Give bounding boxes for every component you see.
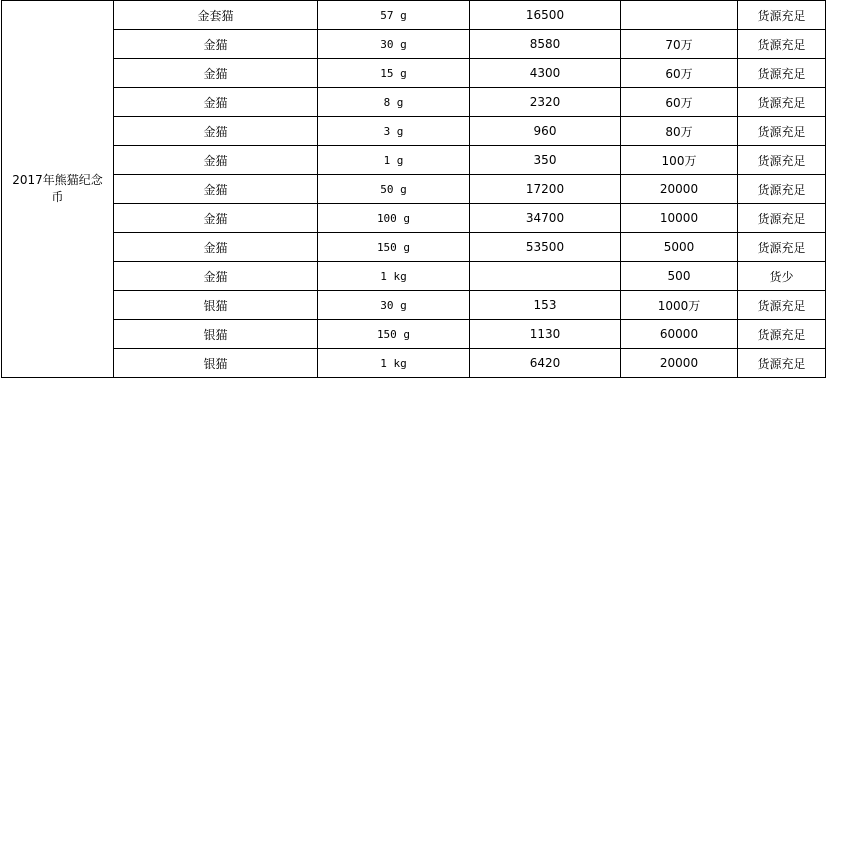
coin-weight-cell: 150 g <box>318 233 470 262</box>
table-row <box>2 320 826 349</box>
coin-price-cell: 53500 <box>470 233 621 262</box>
coin-mintage-cell: 60万 <box>621 88 738 117</box>
coin-price-cell: 4300 <box>470 59 621 88</box>
coin-weight-cell: 1 kg <box>318 262 470 291</box>
coin-name-cell: 金猫 <box>114 30 318 59</box>
coin-name-cell: 金猫 <box>114 233 318 262</box>
coin-mintage-cell: 70万 <box>621 30 738 59</box>
coin-mintage-cell: 20000 <box>621 175 738 204</box>
coin-price-cell: 960 <box>470 117 621 146</box>
table-row <box>2 146 826 175</box>
table-row <box>2 262 826 291</box>
coin-price-cell: 17200 <box>470 175 621 204</box>
coin-stock-cell: 货源充足 <box>738 117 826 146</box>
coin-price-cell: 6420 <box>470 349 621 378</box>
coin-weight-cell: 57 g <box>318 1 470 30</box>
coin-mintage-cell <box>621 1 738 30</box>
coin-stock-cell: 货源充足 <box>738 320 826 349</box>
coin-weight-cell: 150 g <box>318 320 470 349</box>
coin-stock-cell: 货源充足 <box>738 204 826 233</box>
coin-mintage-cell: 60000 <box>621 320 738 349</box>
coin-price-table <box>1 0 826 378</box>
coin-weight-cell: 1 kg <box>318 349 470 378</box>
coin-weight-cell: 15 g <box>318 59 470 88</box>
table-body <box>2 1 826 378</box>
table-row <box>2 59 826 88</box>
coin-price-cell: 2320 <box>470 88 621 117</box>
coin-price-cell <box>470 262 621 291</box>
table-row <box>2 88 826 117</box>
coin-stock-cell: 货源充足 <box>738 291 826 320</box>
coin-name-cell: 金猫 <box>114 262 318 291</box>
coin-stock-cell: 货源充足 <box>738 349 826 378</box>
coin-name-cell: 银猫 <box>114 320 318 349</box>
coin-stock-cell: 货源充足 <box>738 146 826 175</box>
coin-weight-cell: 3 g <box>318 117 470 146</box>
coin-weight-cell: 8 g <box>318 88 470 117</box>
coin-name-cell: 银猫 <box>114 349 318 378</box>
coin-name-cell: 金套猫 <box>114 1 318 30</box>
table-row <box>2 30 826 59</box>
coin-stock-cell: 货源充足 <box>738 30 826 59</box>
coin-weight-cell: 100 g <box>318 204 470 233</box>
coin-mintage-cell: 500 <box>621 262 738 291</box>
coin-name-cell: 金猫 <box>114 117 318 146</box>
coin-name-cell: 金猫 <box>114 204 318 233</box>
coin-stock-cell: 货源充足 <box>738 233 826 262</box>
table-row <box>2 349 826 378</box>
coin-mintage-cell: 1000万 <box>621 291 738 320</box>
coin-weight-cell: 30 g <box>318 291 470 320</box>
coin-weight-cell: 1 g <box>318 146 470 175</box>
coin-name-cell: 金猫 <box>114 59 318 88</box>
coin-stock-cell: 货源充足 <box>738 88 826 117</box>
coin-mintage-cell: 100万 <box>621 146 738 175</box>
coin-name-cell: 金猫 <box>114 88 318 117</box>
coin-price-cell: 350 <box>470 146 621 175</box>
coin-name-cell: 银猫 <box>114 291 318 320</box>
table-row <box>2 175 826 204</box>
coin-name-cell: 金猫 <box>114 175 318 204</box>
table-row <box>2 117 826 146</box>
coin-stock-cell: 货源充足 <box>738 175 826 204</box>
coin-mintage-cell: 5000 <box>621 233 738 262</box>
coin-price-cell: 16500 <box>470 1 621 30</box>
coin-mintage-cell: 10000 <box>621 204 738 233</box>
coin-price-cell: 1130 <box>470 320 621 349</box>
coin-price-cell: 153 <box>470 291 621 320</box>
coin-stock-cell: 货源充足 <box>738 59 826 88</box>
series-label-cell: 2017年熊猫纪念币 <box>2 1 114 378</box>
coin-mintage-cell: 60万 <box>621 59 738 88</box>
coin-mintage-cell: 20000 <box>621 349 738 378</box>
table-row <box>2 233 826 262</box>
coin-price-cell: 8580 <box>470 30 621 59</box>
coin-weight-cell: 50 g <box>318 175 470 204</box>
coin-mintage-cell: 80万 <box>621 117 738 146</box>
table-row <box>2 1 826 30</box>
coin-weight-cell: 30 g <box>318 30 470 59</box>
table-row <box>2 204 826 233</box>
coin-name-cell: 金猫 <box>114 146 318 175</box>
coin-stock-cell: 货少 <box>738 262 826 291</box>
table-row <box>2 291 826 320</box>
coin-price-cell: 34700 <box>470 204 621 233</box>
coin-stock-cell: 货源充足 <box>738 1 826 30</box>
